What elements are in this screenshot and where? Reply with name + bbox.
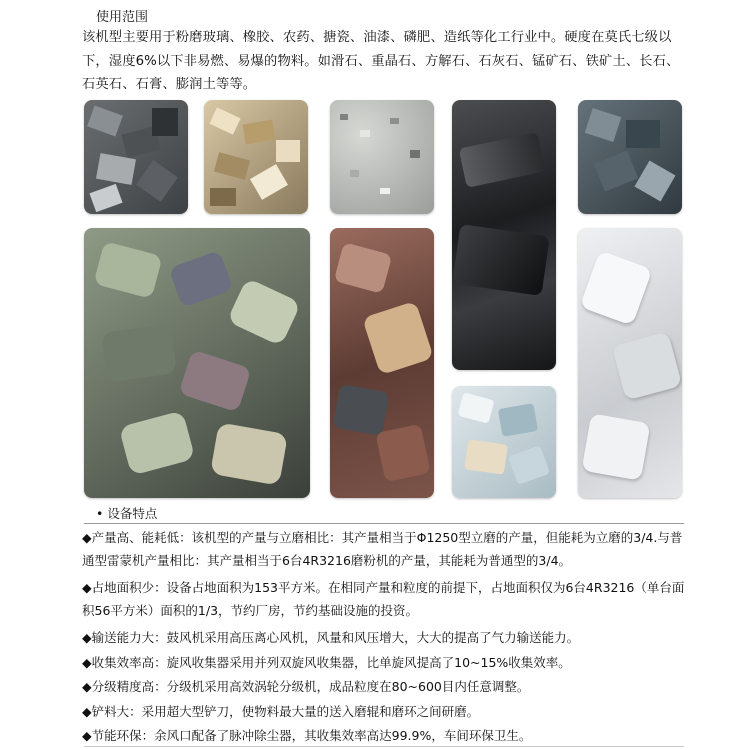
feature-item-shovel: ◆铲料大：采用超大型铲刀，使物料最大量的送入磨辊和磨环之间研磨。 (82, 704, 480, 719)
feature-item-classification: ◆分级精度高：分级机采用高效涡轮分级机，成品粒度在80~600目内任意调整。 (82, 679, 530, 694)
photo-gravel (330, 100, 434, 214)
photo-reddish-rocks (330, 228, 434, 498)
feature-item-conveying: ◆输送能力大：鼓风机采用高压离心风机，风量和风压增大，大大的提高了气力输送能力。 (82, 630, 580, 645)
section-divider (84, 523, 684, 524)
photo-tan-rocks (204, 100, 308, 214)
usage-paragraph: 该机型主要用于粉磨玻璃、橡胶、农药、搪瓷、油漆、磷肥、造纸等化工行业中。硬度在莫氏七级以下，湿度6%以下非易燃、易爆的物料。如滑石、重晶石、方解石、石灰石、锰矿石、铁矿土、长石、石英石、石膏、膨润土等等。 (82, 30, 680, 92)
usage-title: 使用范围 (96, 10, 149, 25)
feature-item-collection: ◆收集效率高：旋风收集器采用并列双旋风收集器，比单旋风提高了10~15%收集效率。 (82, 655, 571, 670)
feature-item-output: ◆产量高、能耗低：该机型的产量与立磨相比：其产量相当于Φ1250型立磨的产量，但能耗为立磨的3/4.与普通型雷蒙机产量相比：其产量相当于6台4R3216磨粉机的产量，其能耗为普通型的3/4。 (82, 530, 683, 568)
photo-blue-gray-rocks (578, 100, 682, 214)
photo-dark-gray-rocks (84, 100, 188, 214)
photo-green-gray-rocks (84, 228, 310, 498)
photo-pale-blue-rocks (452, 386, 556, 498)
features-title-text: 设备特点 (107, 506, 158, 521)
features-title (96, 504, 157, 522)
bottom-divider (84, 746, 684, 747)
feature-item-footprint: ◆占地面积少：设备占地面积为153平方米。在相同产量和粒度的前提下，占地面积仅为6台4R3216（单台面积56平方米）面积的1/3，节约厂房，节约基础设施的投资。 (82, 580, 685, 618)
feature-item-eco: ◆节能环保：余风口配备了脉冲除尘器，其收集效率高达99.9%，车间环保卫生。 (82, 728, 532, 743)
title-bullet: • (96, 506, 104, 521)
photo-black-ore (452, 100, 556, 370)
photo-white-rocks (578, 228, 682, 498)
